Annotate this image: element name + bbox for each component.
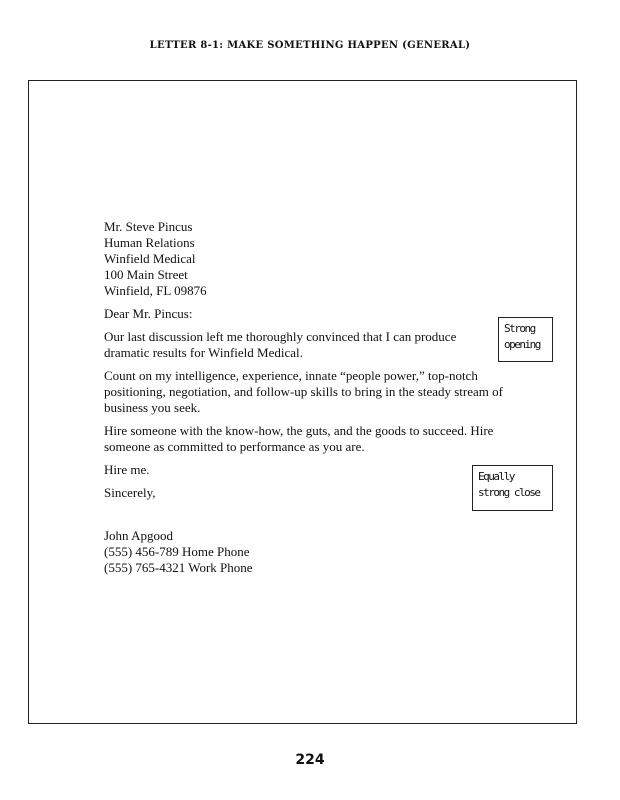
paragraph-hire-me: Hire me. — [104, 462, 150, 477]
signature-name: John Apgood — [104, 528, 173, 543]
signature-block — [104, 528, 504, 576]
annotation-strong-close: Equally strong close — [472, 465, 553, 511]
recipient-company: Winfield Medical — [104, 251, 196, 266]
recipient-department: Human Relations — [104, 235, 195, 250]
recipient-city: Winfield, FL 09876 — [104, 283, 207, 298]
page-heading: LETTER 8-1: MAKE SOMETHING HAPPEN (GENERAL) — [149, 40, 471, 51]
recipient-street: 100 Main Street — [104, 267, 188, 282]
closing: Sincerely, — [104, 485, 156, 500]
paragraph-opening: Our last discussion left me thoroughly convinced that I can produce dramatic results for Winfield Medical. — [104, 329, 457, 360]
recipient-name: Mr. Steve Pincus — [104, 219, 193, 234]
home-phone: (555) 456-789 Home Phone — [104, 544, 250, 559]
paragraph-hire-someone: Hire someone with the know-how, the guts, and the goods to succeed. Hire someone as committed to performance as you are. — [104, 423, 494, 454]
annotation-strong-opening: Strong opening — [498, 317, 553, 362]
work-phone: (555) 765-4321 Work Phone — [104, 560, 253, 575]
paragraph-skills: Count on my intelligence, experience, innate “people power,” top-notch positioning, negotiation, and follow-up skills to bring in the steady stream of business you seek. — [104, 368, 503, 415]
page-number: 224 — [295, 752, 325, 768]
salutation: Dear Mr. Pincus: — [104, 306, 193, 321]
letter-body — [104, 219, 504, 576]
recipient-address — [104, 219, 504, 299]
